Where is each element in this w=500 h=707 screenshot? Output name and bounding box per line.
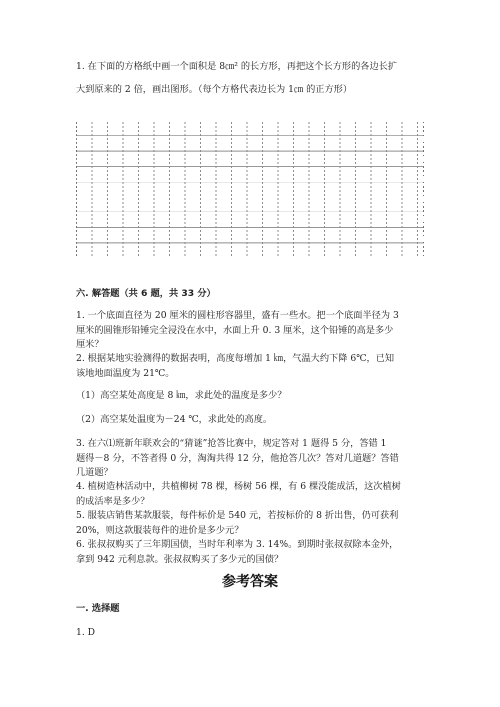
q1-line2: 大到原来的 2 倍，画出图形。（每个方格代表边长为 1㎝ 的正方形） [76, 84, 353, 95]
q1-line1: 1. 在下面的方格纸中画一个面积是 8㎝² 的长方形，再把这个长方形的各边长扩 [76, 61, 398, 72]
problem4-line1: 4. 植树造林活动中，共植柳树 78 棵，杨树 56 棵，有 6 棵没能成活，这次植树 [76, 481, 401, 492]
problem5-line2: 20%，则这款服装每件的进价是多少元？ [76, 525, 244, 536]
problem1-line2: 厘米的圆锥形铅锤完全浸没在水中，水面上升 0. 3 厘米，这个铅锤的高是多少 [76, 325, 394, 336]
problem3-line3: 几道题？ [76, 467, 113, 478]
problem4-line2: 的成活率是多少？ [76, 496, 150, 507]
problem2-subq1: （1）高空某处高度是 8 ㎞，求此处的温度是多少？ [76, 390, 287, 401]
problem6-line2: 拿到 942 元利息款。张叔叔购买了多少元的国债？ [76, 554, 284, 565]
problem2-line2: 该地地面温度为 21℃。 [76, 368, 175, 379]
problem1-line1: 1. 一个底面直径为 20 厘米的圆柱形容器里，盛有一些水。把一个底面半径为 3 [76, 310, 399, 321]
answer-1: 1. D [76, 627, 96, 638]
problem2-line1: 2. 根据某地实验测得的数据表明，高度每增加 1 ㎞，气温大约下降 6℃，已知 [76, 353, 395, 364]
problem2-subq2: （2）高空某处温度为－24 ℃，求此处的高度。 [76, 414, 273, 425]
grid-paper [76, 120, 424, 258]
problem3-line2: 题得－8 分，不答者得 0 分，淘淘共得 12 分，他抢答几次？答对几道题？答错 [76, 453, 399, 464]
answers-section1-heading: 一. 选择题 [76, 603, 120, 614]
section6-heading: 六. 解答题（共 6 题，共 33 分） [76, 288, 216, 299]
problem6-line1: 6. 张叔叔购买了三年期国债，当时年利率为 3. 14%。到期时张叔叔除本金外， [76, 539, 399, 550]
problem5-line1: 5. 服装店销售某款服装，每件标价是 540 元，若按标价的 8 折出售，仍可获利 [76, 510, 399, 521]
problem3-line1: 3. 在六⑴班新年联欢会的“猜谜”抢答比赛中，规定答对 1 题得 5 分，答错 1 [76, 438, 387, 449]
answers-title: 参考答案 [222, 574, 278, 590]
problem1-line3: 厘米？ [76, 339, 104, 350]
